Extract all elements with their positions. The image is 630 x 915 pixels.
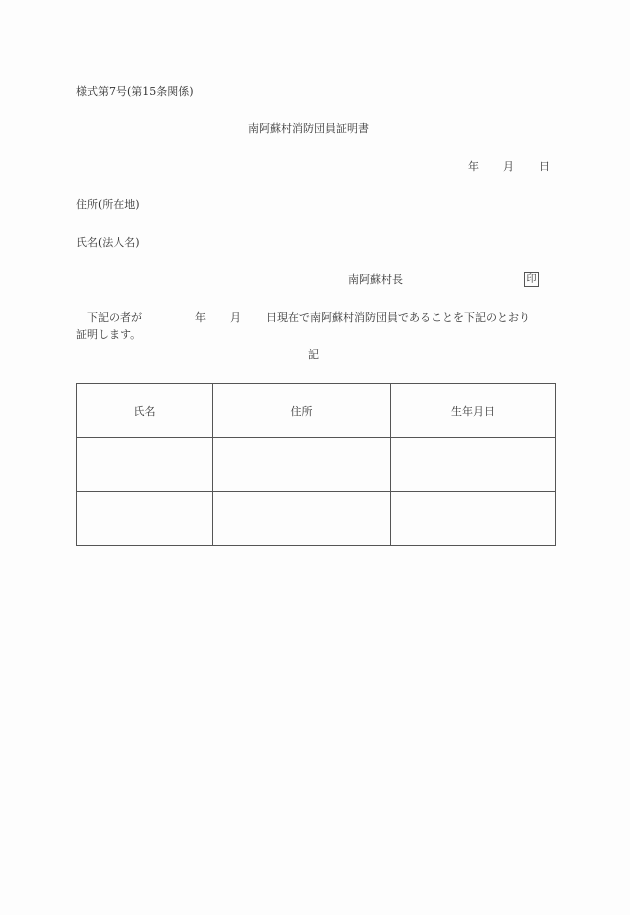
member-table [76, 383, 556, 546]
cell-name [77, 492, 213, 546]
cell-name [77, 438, 213, 492]
header-birthdate: 生年月日 [391, 384, 556, 438]
certification-text-line2: 証明します。 [76, 328, 142, 341]
body-month: 月 [230, 311, 241, 324]
body-prefix: 下記の者が [87, 311, 142, 324]
body-year: 年 [195, 311, 206, 324]
cell-birthdate [391, 492, 556, 546]
table-row [77, 438, 556, 492]
cell-birthdate [391, 438, 556, 492]
name-label: 氏名(法人名) [76, 236, 140, 249]
body-suffix: 日現在で南阿蘇村消防団員であることを下記のとおり [266, 311, 530, 324]
issuer-title: 南阿蘇村長 [348, 273, 403, 286]
table-header-row [77, 384, 556, 438]
seal-icon: 印 [524, 272, 539, 287]
address-label: 住所(所在地) [76, 198, 140, 211]
form-number: 様式第7号(第15条関係) [76, 85, 194, 98]
header-name: 氏名 [77, 384, 213, 438]
ki-heading: 記 [308, 348, 319, 361]
header-address: 住所 [213, 384, 391, 438]
table-row [77, 492, 556, 546]
date-year-label: 年 [468, 160, 479, 173]
cell-address [213, 492, 391, 546]
date-month-label: 月 [503, 160, 514, 173]
cell-address [213, 438, 391, 492]
document-title: 南阿蘇村消防団員証明書 [248, 122, 369, 135]
date-day-label: 日 [539, 160, 550, 173]
